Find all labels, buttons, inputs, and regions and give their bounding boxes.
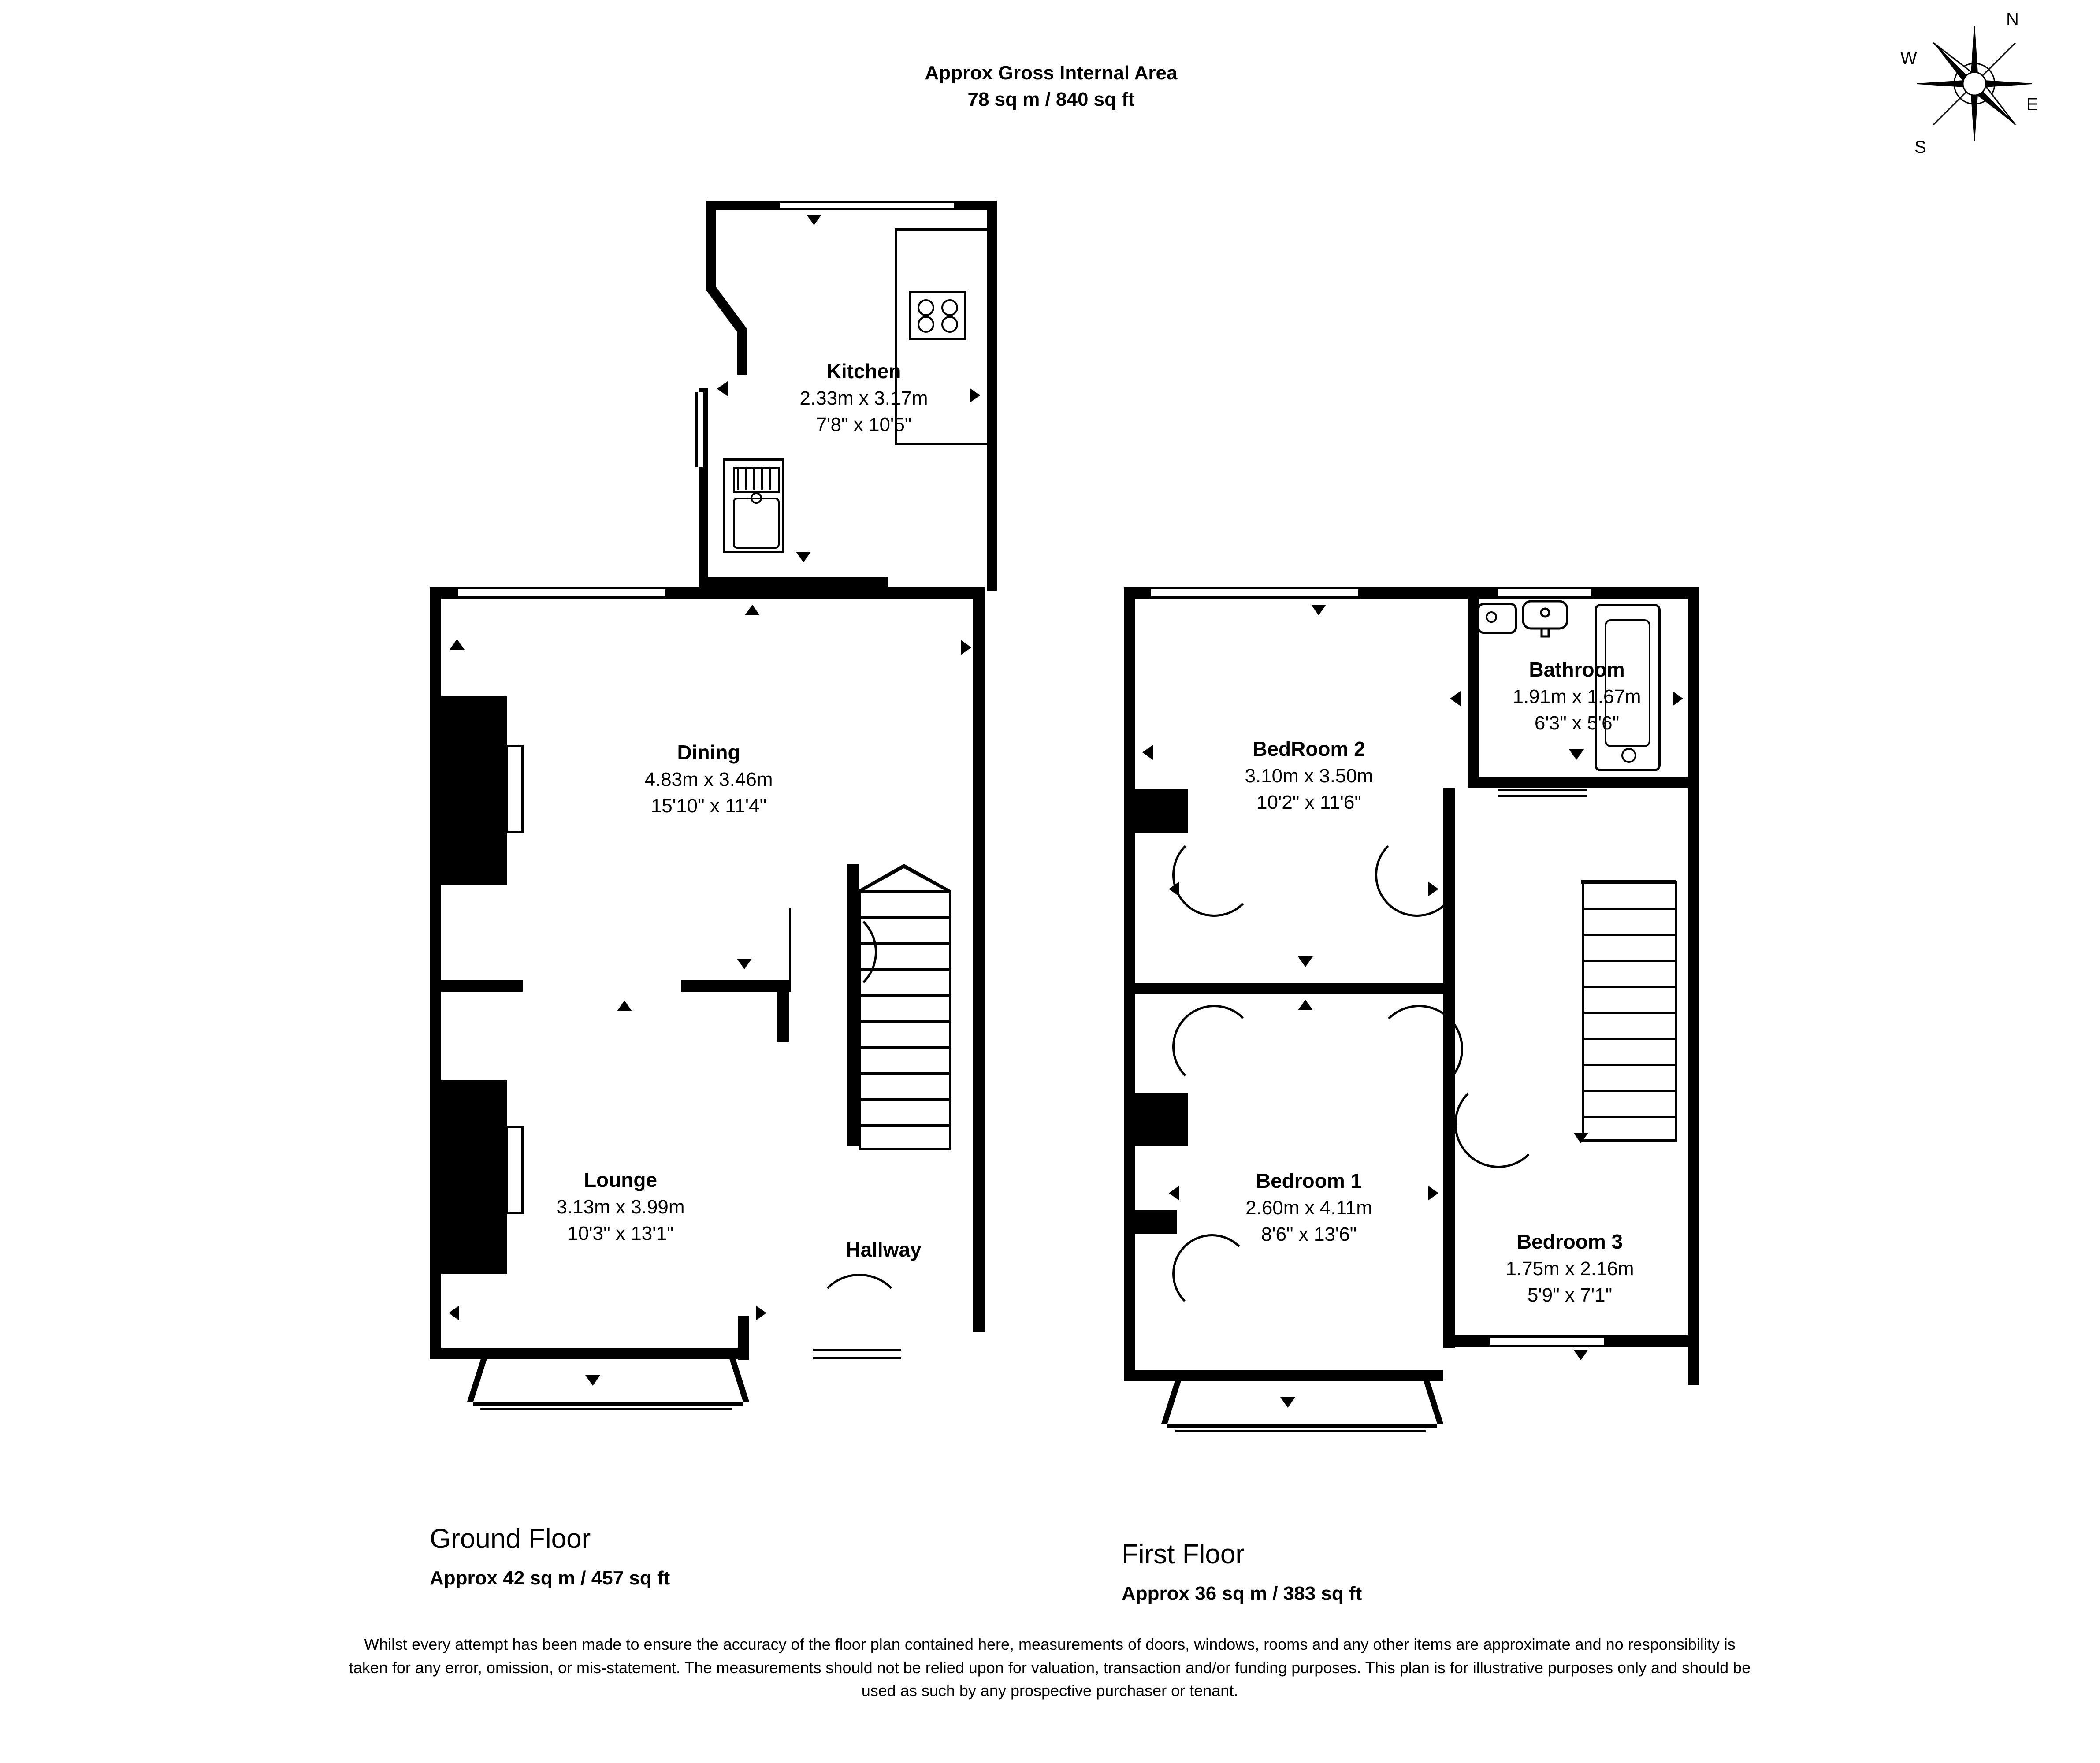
first-floor-name: First Floor <box>1122 1539 1245 1570</box>
lounge-label-imperial: 10'3" x 13'1" <box>567 1223 674 1244</box>
bedroom2-arrow-left <box>1142 745 1153 760</box>
kitchen-window-left <box>695 392 705 467</box>
hall-arrow-right <box>756 1306 766 1320</box>
bedroom-divider-wall <box>1124 983 1454 994</box>
ground-wall-right <box>973 587 985 1332</box>
lounge-label-name: Lounge <box>584 1168 658 1191</box>
kitchen-door-left-arrow <box>717 381 728 396</box>
ground-wall-left <box>430 587 441 1359</box>
bedroom3-window <box>1490 1335 1604 1347</box>
compass-north-label: N <box>2006 10 2019 29</box>
dining-door-leaf <box>789 908 791 992</box>
lounge-bay-arrow <box>585 1375 600 1386</box>
bathroom-label-imperial: 6'3" x 5'6" <box>1534 712 1620 734</box>
landing-door-swing <box>1375 1005 1463 1093</box>
bedroom3-label-metric: 1.75m x 2.16m <box>1505 1258 1634 1279</box>
kitchen-window-top <box>780 201 954 210</box>
kitchen-worktop-edge <box>895 229 897 445</box>
divider-arrow-up <box>617 1001 632 1011</box>
kitchen-sink-icon <box>723 458 784 553</box>
kitchen-worktop-bottom <box>895 443 988 445</box>
bedroom2-door-swing-left <box>1172 833 1256 917</box>
ground-floor-area: Approx 42 sq m / 457 sq ft <box>430 1567 670 1589</box>
dining-arrow-right <box>961 640 971 655</box>
lounge-chimney-breast <box>441 1080 507 1274</box>
lounge-bay-wall-right <box>738 1316 749 1360</box>
lounge-label-metric: 3.13m x 3.99m <box>556 1196 685 1218</box>
bedroom1-arrow-up <box>1298 1000 1313 1010</box>
kitchen-wall-bottom <box>699 577 888 587</box>
bedroom1-chimney-small <box>1135 1210 1177 1234</box>
kitchen-wall-angled <box>701 286 754 375</box>
dining-lounge-divider-left <box>441 980 523 992</box>
first-floor-area: Approx 36 sq m / 383 sq ft <box>1122 1583 1362 1604</box>
hallway-label-name: Hallway <box>846 1238 922 1261</box>
ground-stairs-head <box>858 864 952 895</box>
first-stairs-head <box>1581 863 1677 885</box>
kitchen-label-imperial: 7'8" x 10'5" <box>816 414 912 435</box>
dining-chimney-breast <box>441 696 507 885</box>
dining-window-top <box>458 587 665 599</box>
bedroom2-label-metric: 3.10m x 3.50m <box>1245 765 1373 787</box>
compass-south-label: S <box>1914 138 1926 157</box>
bedroom1-bay-arrow <box>1280 1397 1295 1408</box>
ground-floor-name: Ground Floor <box>430 1524 591 1554</box>
first-wall-right <box>1688 587 1699 1385</box>
bathroom-arrow-down <box>1569 749 1584 760</box>
bathroom-label-metric: 1.91m x 1.67m <box>1513 686 1641 707</box>
bedroom1-chimney <box>1135 1093 1188 1146</box>
kitchen-hob-icon <box>909 291 966 340</box>
kitchen-worktop-top <box>895 228 988 231</box>
bedroom1-bay-sides <box>1161 1380 1443 1437</box>
lounge-fireplace-icon <box>506 1126 524 1214</box>
dining-arrow-top <box>745 605 760 615</box>
bedroom2-label-name: BedRoom 2 <box>1253 737 1365 760</box>
bathroom-wall-bottom <box>1468 777 1699 788</box>
divider-arrow-down <box>737 959 752 969</box>
dining-lounge-divider-right <box>681 980 789 992</box>
bedroom2-door-arrow-right <box>1428 882 1438 896</box>
bedroom2-door-arrow-left <box>1169 882 1179 896</box>
kitchen-wall-right <box>987 201 997 591</box>
bedroom1-door-swing-left <box>1172 1005 1256 1089</box>
bedroom2-arrow-down <box>1298 956 1313 967</box>
dining-arrow-left <box>450 639 465 650</box>
kitchen-wall-left-upper <box>706 201 716 291</box>
bedroom2-door-swing-right <box>1375 833 1459 917</box>
kitchen-bottom-arrow <box>796 552 811 562</box>
lounge-bay-sides <box>467 1358 749 1415</box>
bedroom1-label-name: Bedroom 1 <box>1256 1169 1362 1192</box>
kitchen-window-top-arrow <box>807 215 821 225</box>
disclaimer-text: Whilst every attempt has been made to ensure the accuracy of the floor plan contained here, measurements of doors, windows, rooms and any other items are approximate and no responsibility is taken for any error, omission, or mis-statement. The measurements should not be relied upon for valuation, transaction and/or funding purposes. This plan is for illustrative purposes only and should be used as such by any prospective purchaser or tenant. <box>349 1635 1751 1700</box>
compass-rose-icon <box>1908 18 2041 150</box>
bathroom-wc-icon <box>1477 603 1517 634</box>
compass-east-label: E <box>2026 95 2038 114</box>
bedroom3-label-name: Bedroom 3 <box>1516 1230 1623 1253</box>
gross-area-title: Approx Gross Internal Area <box>925 62 1178 84</box>
bedroom2-label-imperial: 10'2" x 11'6" <box>1256 792 1362 813</box>
bathroom-label-name: Bathroom <box>1529 658 1625 681</box>
bedroom2-window-arrow <box>1311 605 1326 615</box>
bedroom1-door-swing-lower <box>1172 1234 1252 1313</box>
stairs-arrow <box>1573 1133 1588 1143</box>
kitchen-arrow-right <box>970 388 980 403</box>
bedroom1-arrow-right <box>1428 1186 1438 1201</box>
bedroom1-arrow-left <box>1169 1186 1179 1201</box>
dining-label-name: Dining <box>677 741 740 764</box>
bedroom1-label-metric: 2.60m x 4.11m <box>1245 1197 1372 1219</box>
first-stairs <box>1582 882 1677 1142</box>
dining-label-metric: 4.83m x 3.46m <box>644 769 773 790</box>
compass-west-label: W <box>1900 48 1917 68</box>
kitchen-label-metric: 2.33m x 3.17m <box>799 387 928 409</box>
bathroom-door-band <box>1498 789 1587 797</box>
bathroom-arrow-right <box>1673 691 1683 706</box>
lounge-arrow-left <box>449 1306 459 1320</box>
front-door <box>813 1349 901 1359</box>
bedroom3-arrow-down <box>1573 1350 1588 1360</box>
hallway-wall-stairs <box>847 864 859 1146</box>
bedroom3-door-swing <box>1454 1080 1542 1168</box>
hallway-wall-left-upper <box>777 980 789 1042</box>
ground-stairs <box>859 890 951 1150</box>
bedroom2-window-top <box>1151 587 1358 599</box>
bedroom3-label-imperial: 5'9" x 7'1" <box>1527 1284 1613 1306</box>
kitchen-label-name: Kitchen <box>826 360 901 383</box>
bathroom-arrow-left <box>1450 691 1461 706</box>
bathroom-basin-icon <box>1521 599 1570 639</box>
dining-fireplace-icon <box>506 745 524 833</box>
bedroom1-label-imperial: 8'6" x 13'6" <box>1261 1224 1357 1245</box>
bathroom-window-top <box>1498 587 1591 599</box>
bedroom2-chimney <box>1135 789 1188 833</box>
compass-rose <box>1900 10 2041 157</box>
dining-label-imperial: 15'10" x 11'4" <box>650 795 767 817</box>
gross-area-value: 78 sq m / 840 sq ft <box>967 89 1135 110</box>
